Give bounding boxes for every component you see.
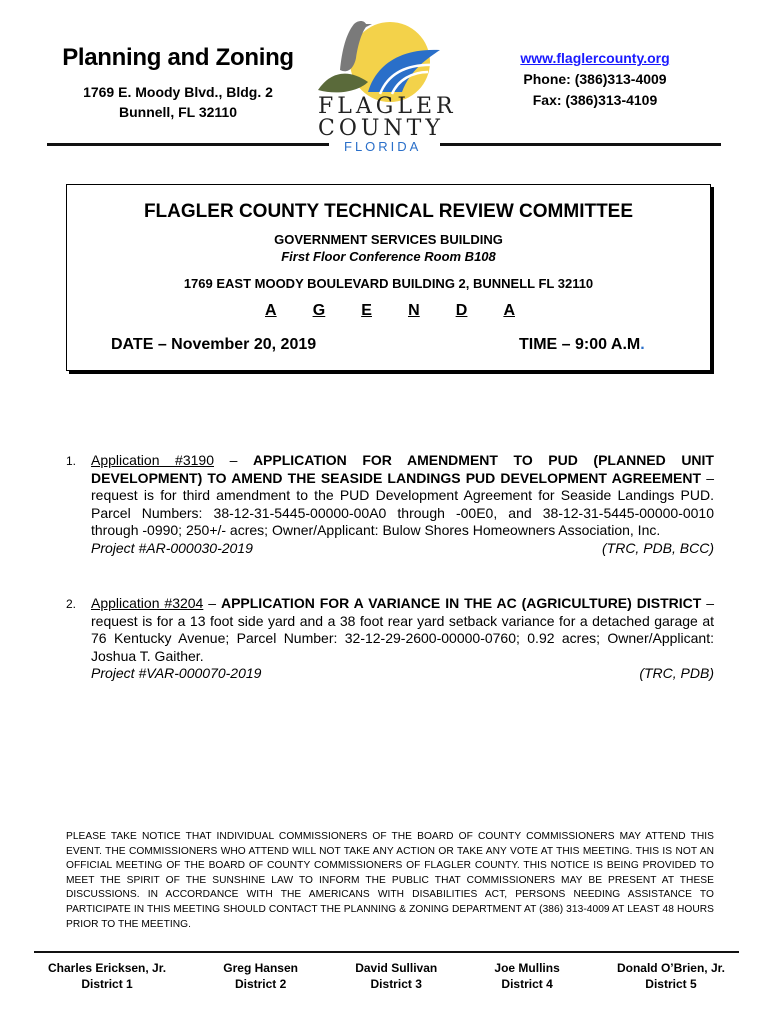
meeting-time-dot: . <box>640 336 645 353</box>
building-name: GOVERNMENT SERVICES BUILDING <box>274 232 503 247</box>
meeting-address: 1769 EAST MOODY BOULEVARD BUILDING 2, BUNNELL FL 32110 <box>183 276 594 291</box>
address-line-1: 1769 E. Moody Blvd., Bldg. 2 <box>83 84 273 100</box>
agenda-letter: E <box>361 302 372 319</box>
item-dash: – <box>214 452 253 468</box>
commissioner <box>34 960 180 992</box>
phone-number: Phone: (386)313-4009 <box>523 71 667 87</box>
commissioner-district: District 3 <box>370 977 422 991</box>
logo-text-flagler: FLAGLER <box>318 94 457 119</box>
meeting-date: DATE – November 20, 2019 <box>111 336 317 353</box>
conference-room: First Floor Conference Room B108 <box>281 249 496 264</box>
project-number: Project #VAR-000070-2019 <box>91 665 262 681</box>
commissioner-district: District 5 <box>645 977 697 991</box>
department-address <box>48 82 308 122</box>
commissioner-name: Greg Hansen <box>223 961 298 975</box>
commissioner-list <box>34 960 739 992</box>
agenda-box <box>66 184 711 371</box>
agenda-letter: D <box>455 302 468 319</box>
item-number: 1. <box>66 454 77 468</box>
agenda-letter: N <box>408 302 420 319</box>
commissioner <box>341 960 451 992</box>
project-line <box>91 540 714 558</box>
agenda-heading <box>265 302 515 320</box>
fax-number: Fax: (386)313-4109 <box>532 92 658 108</box>
header-divider-left <box>47 143 329 146</box>
agenda-letter: G <box>312 302 326 319</box>
project-number: Project #AR-000030-2019 <box>91 539 253 556</box>
commissioner-name: Donald O’Brien, Jr. <box>616 961 725 975</box>
website-link[interactable]: www.flaglercounty.org <box>520 50 670 66</box>
item-description: – request is for a 13 foot side yard and a 38 foot rear yard setback variance for a detached garage at 76 Kentucky Avenue; Parcel Number: 32-12-29-2600-00000-0760; 0.92 acres; Owner/Applicant: Joshua T. Gaither. <box>91 595 714 664</box>
project-line <box>91 665 714 683</box>
agenda-letter: A <box>503 302 515 319</box>
commissioner-name: Charles Ericksen, Jr. <box>48 961 167 975</box>
item-body <box>91 595 714 683</box>
contact-block <box>480 48 710 111</box>
item-title: APPLICATION FOR AMENDMENT TO PUD (PLANNED UNIT DEVELOPMENT) TO AMEND THE SEASIDE LANDINGS PUD DEVELOPMENT AGREEMENT <box>91 452 714 486</box>
commissioner-name: David Sullivan <box>355 961 438 975</box>
department-block <box>48 44 308 122</box>
item-description: – request is for third amendment to the PUD Development Agreement for Seaside Landings PUD. Parcel Numbers: 38-12-31-5445-00000-00A0 through -00E0, and 38-12-31-5445-00000-0010 through -0990; 250+/- acres; Owner/Applicant: Bulow Shores Homeowners Association, Inc. <box>91 469 714 538</box>
meeting-time <box>519 336 645 354</box>
logo-text-florida: FLORIDA <box>344 139 422 154</box>
application-link[interactable]: Application #3190 <box>91 452 214 468</box>
item-number: 2. <box>66 597 77 611</box>
agenda-item <box>66 595 714 683</box>
review-boards: (TRC, PDB) <box>639 665 714 681</box>
footer-divider <box>34 951 739 953</box>
commissioner-name: Joe Mullins <box>494 961 560 975</box>
item-body <box>91 452 714 557</box>
department-title: Planning and Zoning <box>62 44 294 71</box>
commissioner-district: District 2 <box>234 977 287 991</box>
application-link[interactable]: Application #3204 <box>91 595 204 611</box>
review-boards: (TRC, PDB, BCC) <box>602 539 714 556</box>
header-divider-right <box>440 143 721 146</box>
commissioner <box>603 960 739 992</box>
meeting-time-text: TIME – 9:00 A.M <box>519 336 641 353</box>
commissioner <box>480 960 573 992</box>
agenda-item <box>66 452 714 557</box>
committee-title: FLAGLER COUNTY TECHNICAL REVIEW COMMITTEE <box>143 201 634 222</box>
commissioner-district: District 1 <box>81 977 133 991</box>
logo-text-county: COUNTY <box>318 116 444 141</box>
commissioner-district: District 4 <box>501 977 553 991</box>
agenda-letter: A <box>265 302 277 319</box>
item-title: APPLICATION FOR A VARIANCE IN THE AC (AGRICULTURE) DISTRICT <box>220 595 702 611</box>
public-notice: PLEASE TAKE NOTICE THAT INDIVIDUAL COMMISSIONERS OF THE BOARD OF COUNTY COMMISSIONERS MAY ATTEND THIS EVENT. THE COMMISSIONERS WHO ATTEND WILL NOT TAKE ANY ACTION OR TAKE ANY VOTE AT THIS MEETING. THIS IS NOT AN OFFICIAL MEETING OF THE BOARD OF COUNTY COMMISSIONERS OF FLAGLER COUNTY. THIS NOTICE IS BEING PROVIDED TO MEET THE SPIRIT OF THE SUNSHINE LAW TO INFORM THE PUBLIC THAT COMMISSIONERS MAY BE PRESENT AT THESE DISCUSSIONS. IN ACCORDANCE WITH THE AMERICANS WITH DISABILITIES ACT, PERSONS NEEDING ASSISTANCE TO PARTICIPATE IN THIS MEETING SHOULD CONTACT THE PLANNING & ZONING DEPARTMENT AT (386) 313-4009 AT LEAST 48 HOURS PRIOR TO THE MEETING. <box>66 831 714 930</box>
item-dash: – <box>203 595 221 611</box>
address-line-2: Bunnell, FL 32110 <box>118 104 237 120</box>
commissioner <box>209 960 312 992</box>
